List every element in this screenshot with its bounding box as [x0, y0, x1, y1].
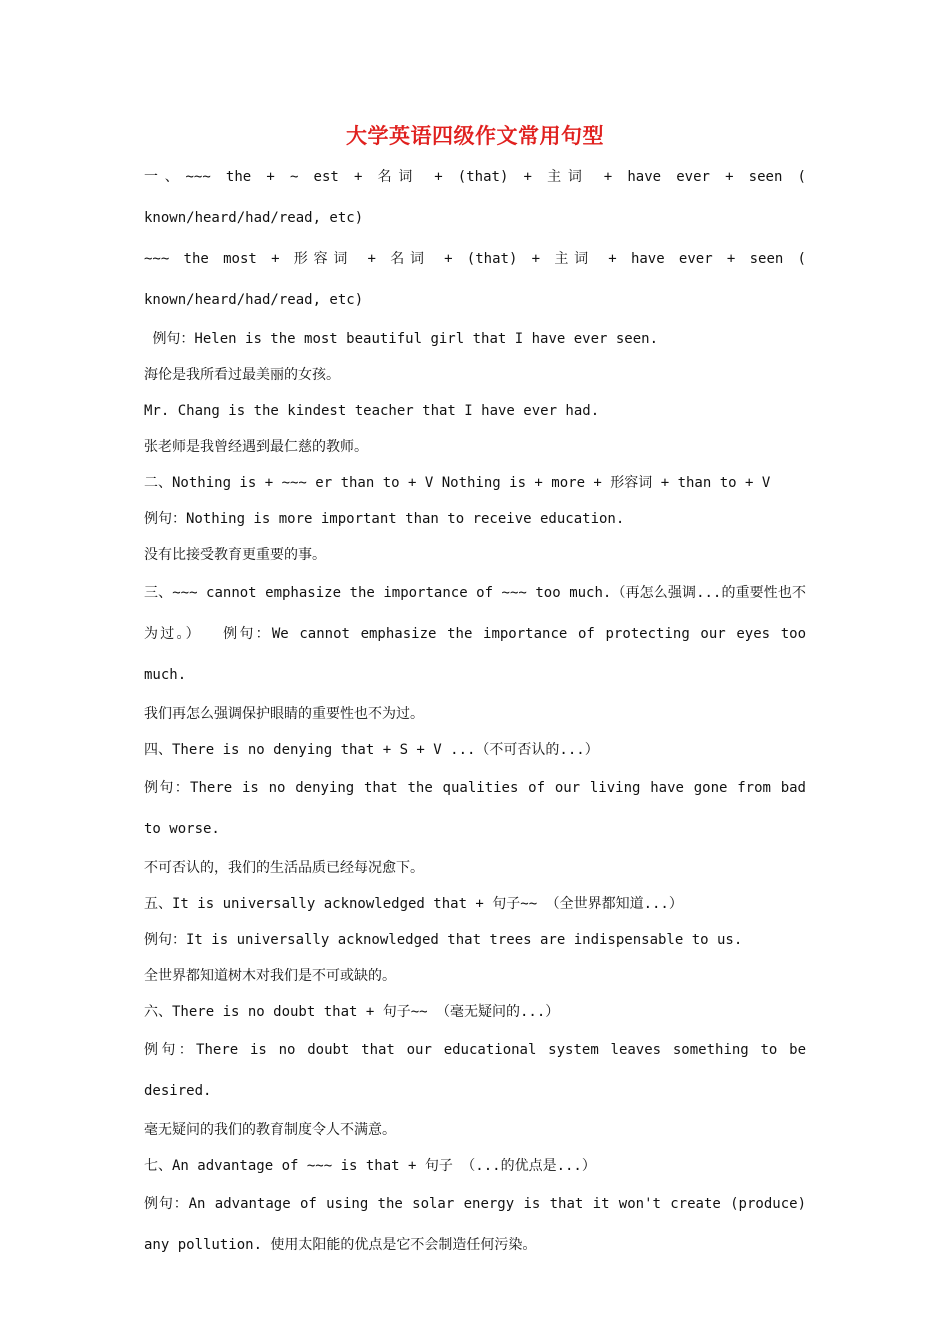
- pattern-4: 四、There is no denying that + S + V ...（不可否认的...）: [144, 742, 599, 758]
- pattern-5: 五、It is universally acknowledged that + 句子~~ （全世界都知道...）: [144, 896, 683, 912]
- document-body: [144, 118, 815, 1266]
- pattern-2-example: 例句：Nothing is more important than to receive education.: [144, 511, 625, 527]
- pattern-1-line-b: ~~~ the most + 形容词 + 名词 + (that) + 主词 + have ever + seen ( known/heard/had/read, etc): [144, 251, 815, 308]
- pattern-5-translation: 全世界都知道树木对我们是不可或缺的。: [144, 968, 396, 984]
- document-title: 大学英语四级作文常用句型: [346, 123, 604, 148]
- pattern-6: 六、There is no doubt that + 句子~~ （毫无疑问的...）: [144, 1004, 560, 1020]
- pattern-6-example: 例句：There is no doubt that our educational system leaves something to be desired.: [144, 1042, 815, 1099]
- pattern-6-translation: 毫无疑问的我们的教育制度令人不满意。: [144, 1122, 396, 1138]
- pattern-1-translation: 海伦是我所看过最美丽的女孩。: [144, 367, 340, 383]
- pattern-1-example-2: Mr. Chang is the kindest teacher that I have ever had.: [144, 403, 600, 419]
- pattern-7-example: 例句：An advantage of using the solar energy is that it won't create (produce) any pollution. 使用太阳能的优点是它不会制造任何污染。: [144, 1196, 815, 1253]
- pattern-5-example: 例句：It is universally acknowledged that trees are indispensable to us.: [144, 932, 743, 948]
- pattern-3-translation: 我们再怎么强调保护眼睛的重要性也不为过。: [144, 706, 424, 722]
- pattern-4-translation: 不可否认的，我们的生活品质已经每况愈下。: [144, 860, 424, 876]
- pattern-4-example: 例句：There is no denying that the qualities of our living have gone from bad to worse.: [144, 780, 815, 837]
- pattern-1-translation-2: 张老师是我曾经遇到最仁慈的教师。: [144, 439, 368, 455]
- pattern-1-line-a: 一、~~~ the + ~ est + 名词 + (that) + 主词 + have ever + seen ( known/heard/had/read, etc): [144, 169, 815, 226]
- pattern-2-translation: 没有比接受教育更重要的事。: [144, 547, 326, 563]
- pattern-7: 七、An advantage of ~~~ is that + 句子 （...的优点是...）: [144, 1158, 596, 1174]
- pattern-3: 三、~~~ cannot emphasize the importance of ~~~ too much.（再怎么强调...的重要性也不为过。） 例句：We cannot emphasize the importance of protecting our eyes too much.: [144, 585, 815, 683]
- pattern-1-example: 例句：Helen is the most beautiful girl that I have ever seen.: [144, 331, 659, 347]
- pattern-2: 二、Nothing is + ~~~ er than to + V Nothing is + more + 形容词 + than to + V: [144, 475, 771, 491]
